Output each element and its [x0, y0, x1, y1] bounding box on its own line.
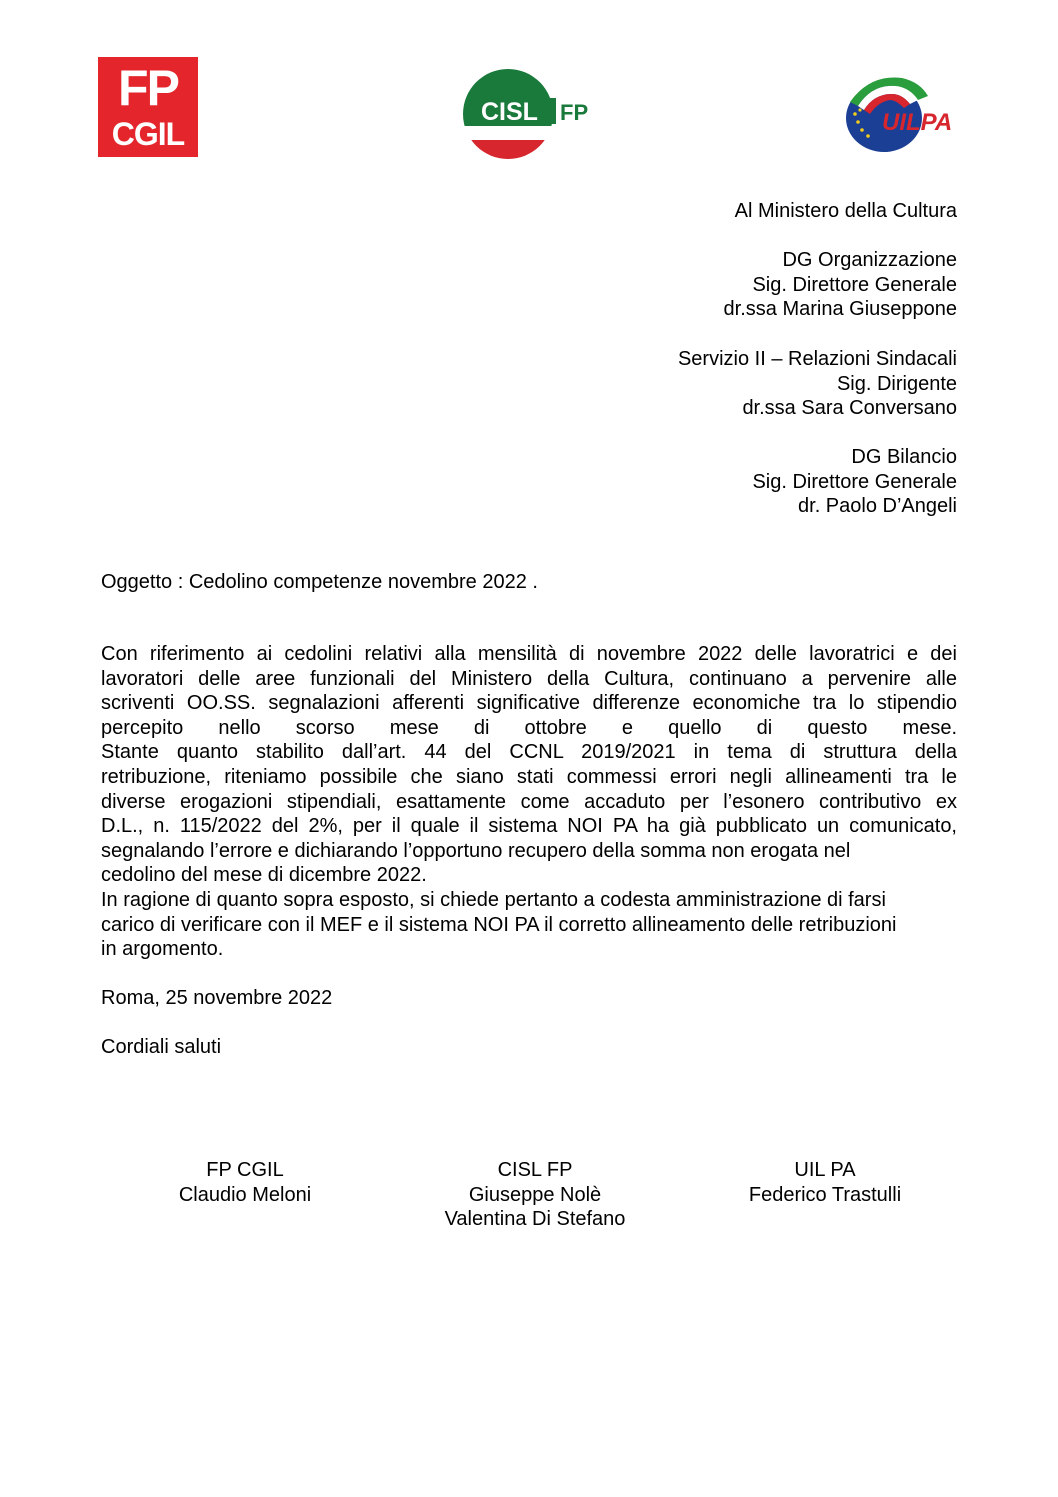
- cisl-fp-logo-graphic: [460, 68, 605, 164]
- signature-cisl-fp: [425, 1158, 645, 1232]
- signature-name: Valentina Di Stefano: [444, 1208, 626, 1231]
- cisl-fp-logo: [460, 68, 605, 164]
- addressee-line: Sig. Direttore Generale: [752, 273, 957, 296]
- addressee-line: Sig. Direttore Generale: [752, 470, 957, 493]
- addressee-block-ministry: [735, 199, 957, 224]
- body-line: segnalando l’errore e dichiarando l’opportuno recupero della somma non erogata nel: [101, 839, 851, 862]
- fp-cgil-logo-line2: CGIL: [111, 116, 185, 152]
- body-line: lavoratori delle aree funzionali del Ministero della Cultura, continuano a pervenire alle: [101, 667, 957, 690]
- body-line: cedolino del mese di dicembre 2022.: [101, 864, 427, 887]
- subject-line: Oggetto : Cedolino competenze novembre 2022 .: [101, 571, 538, 593]
- uilpa-logo-graphic: [840, 72, 965, 162]
- date-line: Roma, 25 novembre 2022: [101, 987, 333, 1009]
- body-line: Con riferimento ai cedolini relativi alla mensilità di novembre 2022 delle lavoratrici e dei: [101, 643, 957, 665]
- signature-org: CISL FP: [497, 1159, 573, 1181]
- addressee-line: dr. Paolo D’Angeli: [798, 495, 957, 518]
- addressee-line: Servizio II – Relazioni Sindacali: [677, 348, 957, 370]
- signature-name: Giuseppe Nolè: [468, 1183, 602, 1206]
- body-line: diverse erogazioni stipendiali, esattamente come accaduto per l’esonero contributivo ex: [101, 790, 957, 813]
- signature-org: FP CGIL: [206, 1159, 284, 1181]
- addressee-block-dg-organizzazione: [724, 248, 957, 322]
- addressee-line: DG Bilancio: [851, 446, 957, 468]
- body-line: in argomento.: [101, 938, 224, 961]
- addressee-line: dr.ssa Marina Giuseppone: [723, 298, 957, 321]
- body-paragraph-1: [101, 642, 957, 888]
- fp-cgil-logo-line1: FP: [118, 60, 178, 116]
- signature-name: Federico Trastulli: [748, 1183, 902, 1206]
- cisl-logo-text: CISL: [481, 98, 538, 126]
- body-line: percepito nello scorso mese di ottobre e quello di questo mese.: [101, 716, 957, 739]
- addressee-line: DG Organizzazione: [782, 249, 957, 271]
- addressee-block-servizio-ii: [678, 347, 957, 421]
- body-line: Stante quanto stabilito dall’art. 44 del CCNL 2019/2021 in tema di struttura della: [101, 741, 957, 764]
- signature-name: Claudio Meloni: [178, 1183, 312, 1206]
- addressee-line: Sig. Dirigente: [836, 372, 957, 395]
- body-paragraph-2: [101, 888, 957, 962]
- signature-org: UIL PA: [794, 1159, 856, 1181]
- body-line: D.L., n. 115/2022 del 2%, per il quale il sistema NOI PA ha già pubblicato un comunicato,: [101, 815, 957, 838]
- fp-cgil-logo: [98, 57, 198, 157]
- signature-fp-cgil: [145, 1158, 345, 1207]
- body-line: In ragione di quanto sopra esposto, si chiede pertanto a codesta amministrazione di farsi: [101, 889, 886, 911]
- addressee-line: dr.ssa Sara Conversano: [742, 397, 957, 420]
- closing-greeting: Cordiali saluti: [101, 1036, 222, 1058]
- addressee-line: Al Ministero della Cultura: [734, 200, 957, 222]
- uilpa-logo-text: UILPA: [882, 109, 953, 136]
- body-line: carico di verificare con il MEF e il sistema NOI PA il corretto allineamento delle retribuzioni: [101, 913, 897, 936]
- body-line: scriventi OO.SS. segnalazioni afferenti significative differenze economiche tra lo stipendio: [101, 692, 957, 715]
- signature-uil-pa: [725, 1158, 925, 1207]
- body-line: retribuzione, riteniamo possibile che siano stati commessi errori negli allineamenti tra le: [101, 765, 957, 788]
- addressee-block-dg-bilancio: [752, 445, 957, 519]
- uilpa-logo: [840, 72, 965, 162]
- cisl-logo-fp-text: FP: [560, 100, 589, 125]
